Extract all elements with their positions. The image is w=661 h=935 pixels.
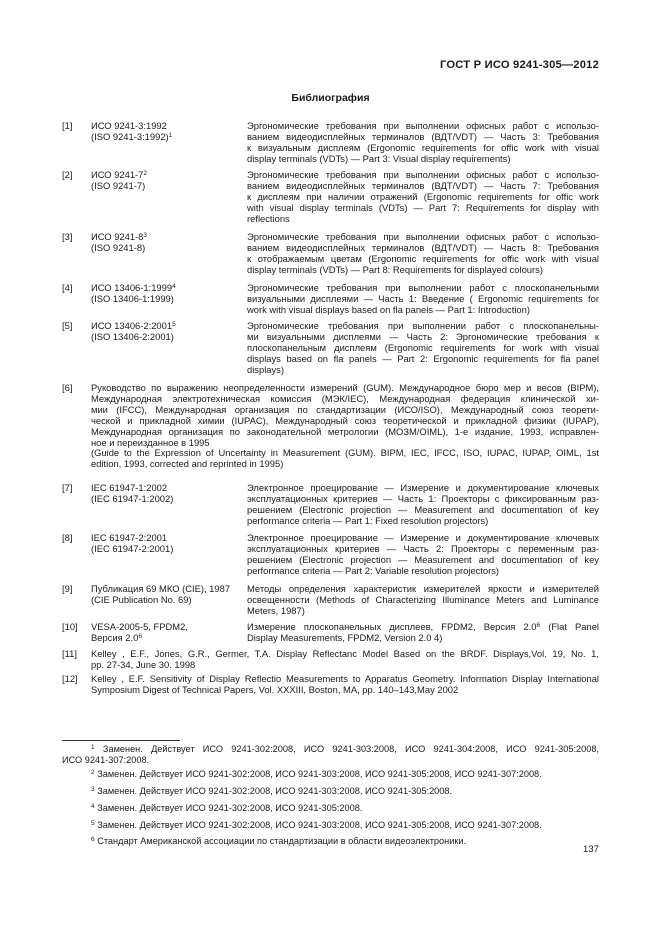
entry-number: [4] <box>62 282 73 293</box>
text-line: Международная организация по законодательной метрологии (МОЗМ/OIML), 1-е издание, 1993, исправлен- <box>91 425 599 437</box>
footnote <box>62 803 599 814</box>
footnote-line <box>62 836 599 847</box>
entry-number: [1] <box>62 120 73 131</box>
entry-title <box>247 533 599 577</box>
footnote-number: 2 <box>91 769 95 776</box>
entry-number: [8] <box>62 532 73 543</box>
entry-designation <box>91 121 253 143</box>
entry-number: [7] <box>62 482 73 493</box>
designation-text: IEC 61947-1:2002 <box>91 482 168 493</box>
text-line: edition, 1993, corrected and reprinted in 1995) <box>91 458 284 470</box>
designation-text: Версия 2.0 <box>91 631 139 643</box>
entry-number: [9] <box>62 583 73 594</box>
footnote-line <box>62 744 599 755</box>
entry-text <box>91 649 599 671</box>
text-line: ческой и прикладной химии (IUPAC), Международный союз теоретической и прикладной физики (IUPAP), <box>91 414 599 426</box>
text-line: work with visual displays based on fla panels — Part 1: Introduction) <box>247 303 530 315</box>
designation-text: (IEC 61947-2:2001) <box>91 542 174 554</box>
entry-designation <box>91 622 253 644</box>
entry-title <box>247 121 599 165</box>
text-line: (Guide to the Expression of Uncertainty in Measurement (GUM). BIPM, IEC, IFCC, ISO, IUPAC, IUPAP, OIML, 1st <box>91 447 599 459</box>
footnote-text: Заменен. Действует ИСО 9241-302:2008, ИСО 9241-305:2008. <box>97 803 363 813</box>
text-line: display terminals (VDTs) — Part 8: Requirements for displayed colours) <box>247 263 543 275</box>
text-line: эксплуатационных критериев — Часть 1: Проекторы с фиксированным раз- <box>247 492 599 504</box>
footnote-divider <box>62 740 180 741</box>
text-line: к дисплеям при наличии отражений (Ergonomic requirements for offic work <box>247 190 599 202</box>
entry-title <box>247 321 599 376</box>
footnote-line <box>62 755 599 766</box>
designation-text: (CIE Publication No. 69) <box>91 593 192 605</box>
running-header: ГОСТ Р ИСО 9241-305—2012 <box>439 59 599 71</box>
text-line: Электронное проецирование — Измерение и документирование ключевых <box>247 532 599 543</box>
entry-number: [3] <box>62 231 73 242</box>
footnote-ref: 1 <box>168 131 173 139</box>
designation-line <box>91 494 253 505</box>
designation-text: VESA-2005-5, FPDM2, <box>91 621 188 632</box>
footnote-number: 6 <box>91 836 95 843</box>
designation-text: (ISO 13406-1:1999) <box>91 292 174 304</box>
text-line: Display Measurements, FPDM2, Version 2.0 4) <box>247 631 443 643</box>
text-line: ванием видеодисплейных терминалов (ВДТ/VDT) — Часть 8: Требования <box>247 241 599 253</box>
text-line: ванием видеодисплейных терминалов (ВДТ/VDT) — Часть 7: Требования <box>247 179 599 191</box>
footnote <box>62 769 599 780</box>
text-line: ванием видеодисплейных терминалов (ВДТ/VDT) — Часть 3: Требования <box>247 130 599 142</box>
designation-line <box>91 243 253 254</box>
footnote <box>62 836 599 847</box>
footnote-number: 3 <box>91 786 95 793</box>
entry-designation <box>91 170 253 192</box>
text-line: Symposium Digest of Technical Papers, Vol. XXXIII, Boston, MA, pp. 140–143,May 2002 <box>91 683 459 695</box>
entry-designation <box>91 584 253 606</box>
entry-number: [6] <box>62 382 73 393</box>
page-title: Библиография <box>291 92 370 104</box>
footnote-line <box>62 820 599 831</box>
footnote-text: Заменен. Действует ИСО 9241-302:2008, ИСО 9241-303:2008, ИСО 9241-305:2008, ИСО 9241-307:2008. <box>97 820 542 830</box>
text-line: Методы определения характеристик измерителей яркости и измерителей <box>247 583 599 594</box>
footnote-line <box>62 786 599 797</box>
designation-text: (ISO 9241-8) <box>91 241 146 253</box>
designation-line <box>91 332 253 343</box>
designation-line <box>91 132 253 143</box>
text-line: Эргономические требования при выполнении офисных работ с использо- <box>247 231 599 242</box>
text-line: Эргономические требования при выполнении работ с плоскопанельными <box>247 282 599 293</box>
designation-text: (IEC 61947-1:2002) <box>91 492 174 504</box>
entry-title <box>247 170 599 225</box>
text-line: решением (Electronic projection — Measurement and documentation of key <box>247 503 599 515</box>
text-line: ное и переизданное в 1995 <box>91 436 210 448</box>
text-line: displays based on fla panels — Part 2: Ergonomic requirements for fla panel <box>247 352 599 364</box>
text-line: к отображаемым цветам (Ergonomic requirements for offic work with visual <box>247 252 599 264</box>
text-line: визуальными дисплеями — Часть 1: Введение ( Ergonomic requirements for <box>247 292 599 304</box>
footnote-line <box>62 803 599 814</box>
entry-designation <box>91 483 253 505</box>
text-line: решением (Electronic projection — Measurement and documentation of key <box>247 553 599 565</box>
footnote-text: Заменен. Действует ИСО 9241-302:2008, ИСО 9241-303:2008, ИСО 9241-305:2008. <box>97 786 453 796</box>
text-line: Руководство по выражению неопределенности измерений (GUM). Международное бюро мер и весов (BIPM), <box>91 382 599 393</box>
footnote-text: Стандарт Американской ассоциации по стандартизации в области видеоэлектроники. <box>97 836 467 846</box>
designation-text: ИСО 9241-7 <box>91 169 144 180</box>
text-line: performance criteria — Part 1: Fixed resolution projectors) <box>247 514 489 526</box>
footnote-text: ИСО 9241-307:2008. <box>62 754 150 765</box>
entry-designation <box>91 232 253 254</box>
text-line: освещенности (Methods of Characterizing Illuminance Meters and Luminance <box>247 593 599 605</box>
footnote-ref: 3 <box>143 232 148 239</box>
entry-text <box>91 674 599 696</box>
designation-text: ИСО 9241-3:1992 <box>91 120 167 131</box>
designation-text: (ISO 9241-7) <box>91 179 146 191</box>
entry-text <box>91 383 599 470</box>
entry-number: [12] <box>62 673 78 684</box>
designation-line <box>91 595 253 606</box>
text-line: Эргономические требования при выполнении офисных работ с использо- <box>247 169 599 180</box>
text-line: Измерение плоскопанельных дисплеев, FPDM2, Версия $2.0^6$ (Flat Panel <box>247 621 600 632</box>
text-line: плоскопанельным дисплеям (Ergonomic requirements for work with visual <box>247 341 599 353</box>
entry-number: [10] <box>62 621 78 632</box>
text-line: Эргономические требования при выполнении офисных работ с использо- <box>247 120 599 131</box>
text-line: мии (IFCC), Международная организация по стандартизации (ИСО/ISO), Международный союз теорети- <box>91 403 599 415</box>
text-line: display terminals (VDTs) — Part 3: Visual display requirements) <box>247 152 511 164</box>
footnote <box>62 744 599 766</box>
footnote-text: Заменен. Действует ИСО 9241-302:2008, ИСО 9241-303:2008, ИСО 9241-305:2008, ИСО 9241-307:2008. <box>97 769 542 779</box>
designation-line <box>91 181 253 192</box>
designation-text: (ISO 13406-2:2001) <box>91 330 174 342</box>
entry-number: [2] <box>62 169 73 180</box>
entry-designation <box>91 321 253 343</box>
text-line: Электронное проецирование — Измерение и документирование ключевых <box>247 482 599 493</box>
designation-text: ИСО 13406-1:1999 <box>91 282 173 293</box>
text-line: displays) <box>247 363 284 375</box>
footnote-ref: 2 <box>143 170 148 177</box>
text-line: Эргономические требования при выполнении работ с плоскопанельны- <box>247 320 599 331</box>
text-line: Международная электротехническая комиссия (МЭК/IEC), Международная федерация клинической хи- <box>91 392 599 404</box>
footnote-ref: 6 <box>138 632 142 640</box>
designation-text: Публикация 69 МКО (CIE), 1987 <box>91 583 231 594</box>
text-line: Meters, 1987) <box>247 604 305 616</box>
entry-number: [5] <box>62 320 73 331</box>
text-line: with visual display terminals (VDTs) — Part 7: Requirements for display with <box>247 201 599 213</box>
text-line: pp. 27-34, June 30. 1998 <box>91 658 196 670</box>
designation-line <box>91 544 253 555</box>
entry-title <box>247 622 599 644</box>
text-line: reflections <box>247 212 290 224</box>
entry-title <box>247 584 599 617</box>
designation-line <box>91 294 253 305</box>
text-line: к визуальным дисплеям (Ergonomic requirements for offic work with visual <box>247 141 599 153</box>
designation-text: (ISO 9241-3:1992) <box>91 130 169 142</box>
footnote-number: 5 <box>91 820 95 827</box>
entry-title <box>247 483 599 527</box>
entry-title <box>247 283 599 316</box>
text-line: ми визуальными дисплеями — Часть 2: Эргономические требования к <box>247 330 599 342</box>
page-number: 137 <box>582 844 599 855</box>
footnote-text: Заменен. Действует ИСО 9241-302:2008, ИСО 9241-303:2008, ИСО 9241-304:2008, ИСО 9241-305:2008, <box>102 744 599 754</box>
text-line: performance criteria — Part 2: Variable resolution projectors) <box>247 564 500 576</box>
footnote-number: 4 <box>91 803 95 810</box>
text-line: Kelley , E.F. Sensitivity of Display Reflectio Measurements to Apparatus Geometry. Information Display International <box>91 673 599 684</box>
footnote-ref: 4 <box>172 283 176 290</box>
entry-title <box>247 232 599 276</box>
text-line: эксплуатационных критериев — Часть 2: Проекторы с переменным раз- <box>247 542 599 554</box>
footnote <box>62 820 599 831</box>
designation-text: IEC 61947-2:2001 <box>91 532 168 543</box>
footnote-line <box>62 769 599 780</box>
text-line: Kelley , E.F., Jones, G.R., Germer, T.A. Display Reflectanc Model Based on the BRDF. Displays,Vol. 19, No. 1, <box>91 648 599 659</box>
designation-text: ИСО 13406-2:2001 <box>91 320 173 331</box>
entry-designation <box>91 283 253 305</box>
footnote <box>62 786 599 797</box>
designation-line <box>91 633 253 644</box>
entry-number: [11] <box>62 648 77 659</box>
designation-text: ИСО 9241-8 <box>91 231 144 242</box>
footnote-ref: 5 <box>172 321 176 328</box>
footnote-number: 1 <box>91 744 95 751</box>
entry-designation <box>91 533 253 555</box>
